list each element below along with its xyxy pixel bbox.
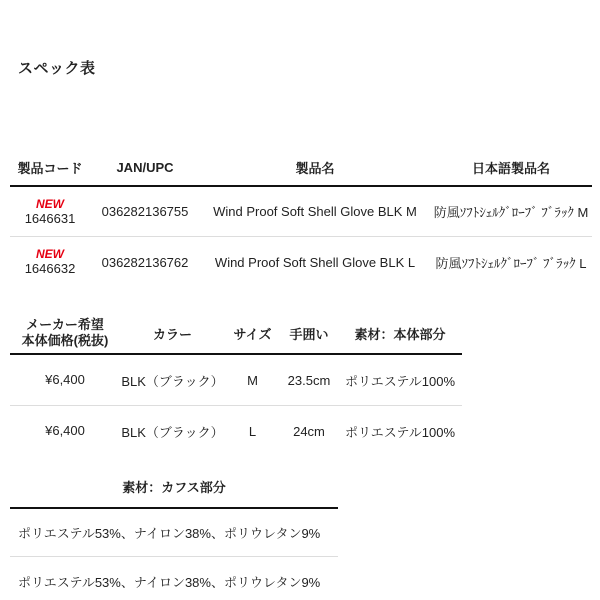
new-badge: NEW: [36, 247, 64, 262]
new-badge: NEW: [36, 196, 64, 211]
product-name-jp: 防風ｿﾌﾄｼｪﾙｸﾞﾛｰﾌﾞ ﾌﾞﾗｯｸ M: [433, 205, 589, 220]
col-header-size: サイズ: [233, 326, 272, 342]
price-value: ¥6,400: [45, 371, 85, 387]
col-header-product-name-jp: 日本語製品名: [471, 161, 550, 176]
cuff-table: [10, 466, 338, 600]
color-value: BLK（ブラック）: [121, 373, 224, 389]
product-name: Wind Proof Soft Shell Glove BLK M: [213, 204, 417, 219]
hand-circumference-value: 24cm: [293, 424, 325, 439]
col-header-material-cuff: 素材：カフス部分: [122, 480, 226, 495]
table-row: [10, 406, 462, 457]
table-row: [10, 509, 338, 557]
product-table: [10, 150, 592, 287]
material-body-value: ポリエステル100%: [344, 425, 456, 440]
color-value: BLK（ブラック）: [121, 425, 224, 440]
col-header-price-line2: 本体価格(税抜): [21, 333, 109, 348]
jan-upc: 036282136762: [101, 254, 189, 270]
hand-circumference-value: 23.5cm: [287, 372, 331, 388]
detail-table: [10, 313, 462, 457]
col-header-color: カラー: [152, 326, 192, 342]
col-header-product-name: 製品名: [295, 161, 335, 176]
detail-table-header-row: [10, 313, 462, 355]
product-table-header-row: [10, 150, 592, 187]
table-row: [10, 355, 462, 406]
table-row: [10, 557, 338, 600]
jan-upc: 036282136755: [101, 204, 189, 219]
product-name-jp: 防風ｿﾌﾄｼｪﾙｸﾞﾛｰﾌﾞ ﾌﾞﾗｯｸ L: [435, 255, 587, 271]
table-row: [10, 237, 592, 287]
product-code: 1646632: [24, 261, 76, 277]
col-header-price: [10, 317, 120, 350]
size-value: L: [248, 424, 257, 439]
col-header-jan-upc: JAN/UPC: [116, 160, 174, 175]
product-code-cell: [10, 247, 90, 276]
product-name: Wind Proof Soft Shell Glove BLK L: [214, 254, 416, 270]
product-code: 1646631: [24, 210, 76, 226]
col-header-material-body: 素材：本体部分: [354, 326, 446, 342]
cuff-material-value: ポリエステル53%、ナイロン38%、ポリウレタン9%: [18, 574, 321, 590]
product-code-cell: [10, 197, 90, 226]
col-header-price-line1: メーカー希望: [26, 316, 104, 332]
table-row: [10, 187, 592, 237]
size-value: M: [247, 372, 258, 388]
col-header-product-code: 製品コード: [17, 161, 83, 176]
page-title: スペック表: [18, 60, 96, 77]
price-value: ¥6,400: [45, 423, 85, 439]
cuff-table-header-row: [10, 466, 338, 509]
material-body-value: ポリエステル100%: [344, 373, 456, 389]
cuff-material-value: ポリエステル53%、ナイロン38%、ポリウレタン9%: [18, 526, 321, 541]
col-header-hand-circumference: 手囲い: [289, 326, 329, 342]
